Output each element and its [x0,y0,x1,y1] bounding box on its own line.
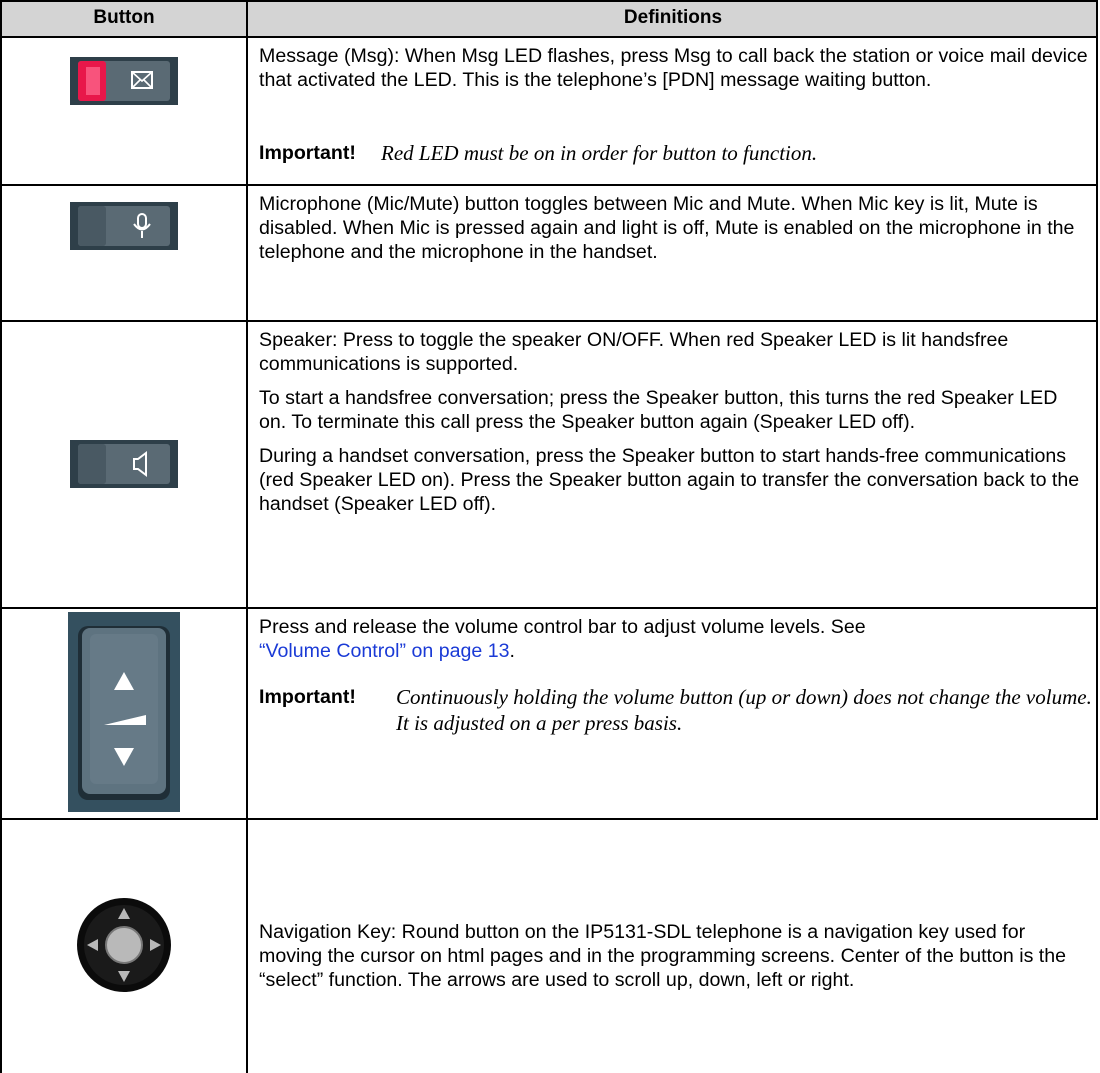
important-label: Important! [259,686,356,708]
microphone-button-image [2,186,246,266]
header-button-label: Button [93,7,155,28]
message-button-image [2,38,246,124]
important-text: Red LED must be on in order for button to function. [381,141,818,165]
volume-control-icon [68,612,180,812]
navigation-definition [259,920,1089,992]
row-divider [0,607,1098,609]
volume-description [259,615,1089,663]
navigation-description: Navigation Key: Round button on the IP5131-SDL telephone is a navigation key used for moving the cursor on html pages and in the programming screens. Center of the button is the “select” function. The arrows are used to scroll up, down, left or right. [259,921,1067,991]
message-description: Message (Msg): When Msg LED flashes, press Msg to call back the station or voice mail device that activated the LED. This is the telephone’s [PDN] message waiting button. [259,45,1088,91]
speaker-icon [70,440,178,488]
envelope-icon [70,57,178,105]
volume-control-link[interactable]: “Volume Control” on page 13 [259,640,510,662]
important-label: Important! [259,142,356,164]
header-definitions-label: Definitions [623,7,723,28]
column-divider [246,0,248,1073]
volume-description-suffix: . [509,640,515,662]
important-text: Continuously holding the volume button (up or down) does not change the volume. It is adjusted on a per press basis. [396,685,1092,735]
navigation-key-image [2,820,246,1070]
speaker-button-image [2,322,246,606]
message-definition [259,44,1089,92]
microphone-definition [259,192,1089,264]
speaker-description-3: During a handset conversation, press the Speaker button to start hands-free communications (red Speaker LED on). Press the Speaker button again to transfer the conversation back to the handset (Speaker LED off). [259,445,1080,515]
header-button [2,0,246,36]
microphone-description: Microphone (Mic/Mute) button toggles between Mic and Mute. When Mic key is lit, Mute is disabled. When Mic is pressed again and light is off, Mute is enabled on the microphone in the telephone and the microphone in the handset. [259,193,1075,263]
speaker-description-2: To start a handsfree conversation; press the Speaker button, this turns the red Speaker LED on. To terminate this call press the Speaker button again (Speaker LED off). [259,387,1058,433]
volume-button-image [2,612,246,812]
speaker-definition [259,328,1089,516]
table-border-top [0,0,1098,2]
speaker-description-1: Speaker: Press to toggle the speaker ON/OFF. When red Speaker LED is lit handsfree communications is supported. [259,329,1009,375]
volume-definition [259,615,1089,663]
table-border-right [1096,0,1098,818]
microphone-icon [70,202,178,250]
message-important-note [259,140,817,166]
volume-description-prefix: Press and release the volume control bar to adjust volume levels. See [259,616,866,638]
header-definitions [248,0,1098,36]
volume-important-note [259,684,1096,736]
navigation-key-icon [74,895,174,995]
